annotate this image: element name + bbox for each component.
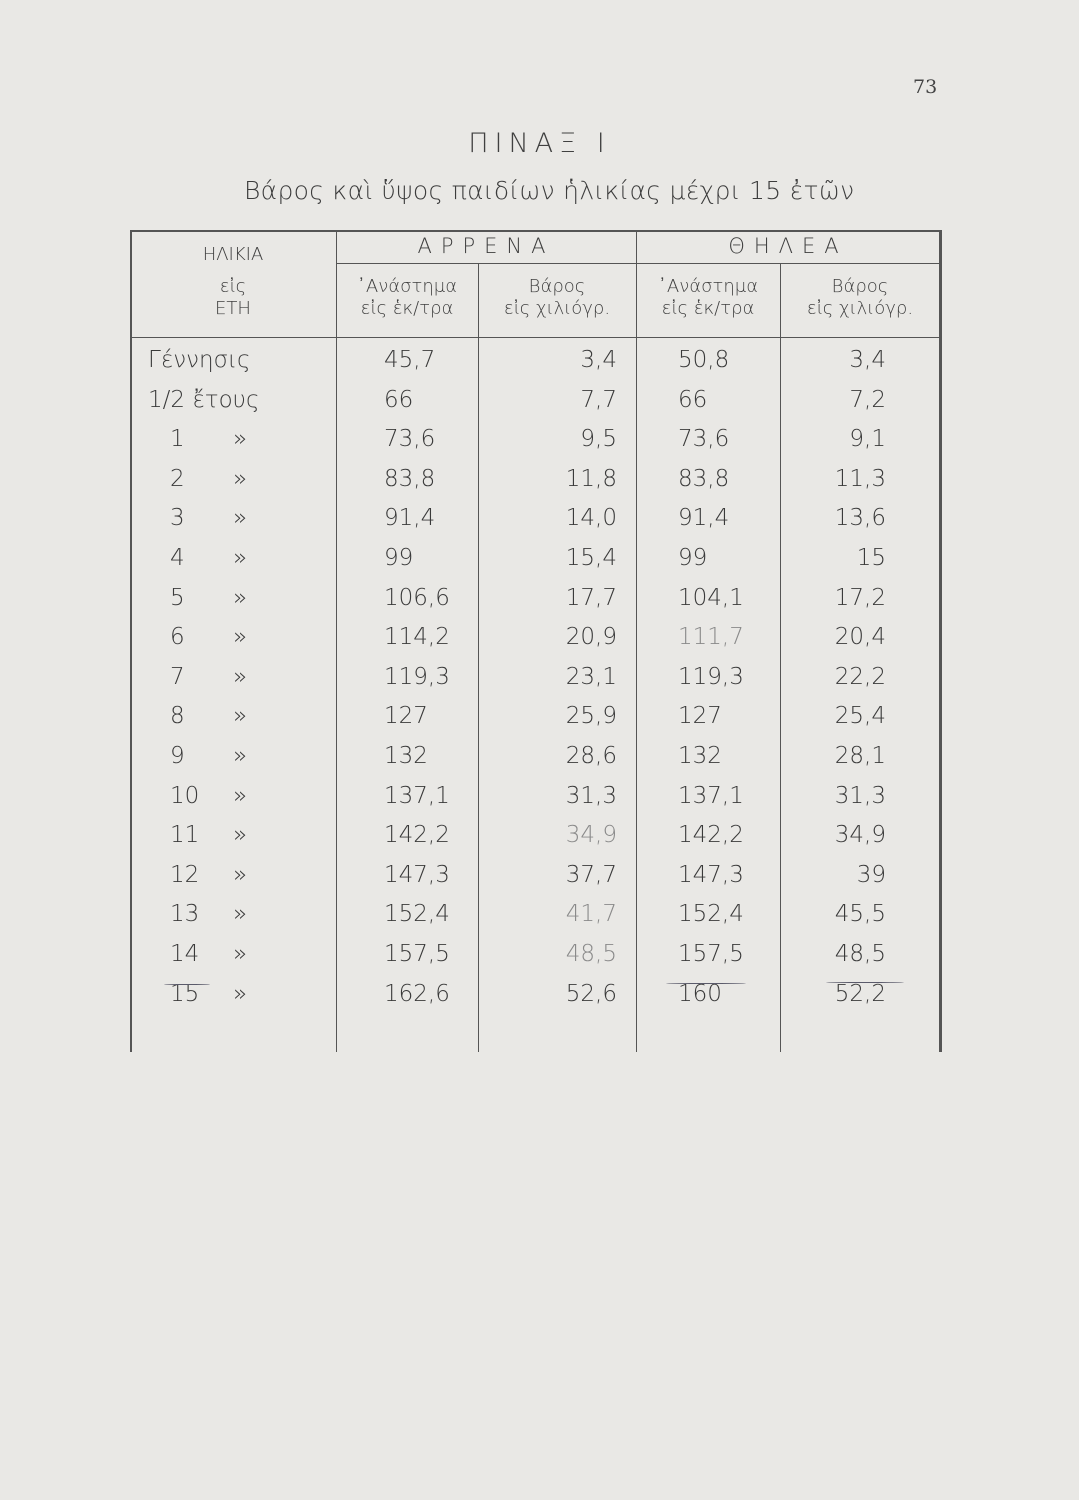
female-height-cell: 127 — [678, 703, 722, 730]
male-weight-cell: 25,9 — [565, 703, 617, 730]
ditto-mark: » — [233, 426, 248, 453]
males-weight-header-line1: Βάρος — [528, 276, 586, 297]
male-height-cell: 127 — [384, 703, 428, 730]
female-height-cell: 147,3 — [678, 861, 744, 888]
female-height-cell: 142,2 — [678, 822, 744, 849]
female-height-cell: 73,6 — [678, 426, 730, 453]
ditto-mark: » — [233, 980, 248, 1007]
age-cell: 5 — [170, 584, 185, 611]
handwritten-underline-f-weight-14 — [826, 982, 904, 983]
male-height-cell: 83,8 — [384, 465, 436, 492]
male-weight-cell: 48,5 — [565, 941, 617, 967]
female-weight-cell: 7,2 — [849, 386, 886, 413]
age-cell: 1 — [170, 426, 185, 453]
page-number: 73 — [913, 76, 938, 98]
male-weight-cell: 7,7 — [580, 386, 617, 413]
female-height-cell: 50,8 — [678, 347, 730, 373]
male-weight-cell: 14,0 — [565, 505, 617, 532]
female-height-cell: 119,3 — [678, 663, 744, 690]
ditto-mark: » — [233, 663, 248, 690]
male-height-cell: 66 — [384, 386, 414, 413]
females-weight-header-line2: εἰς χιλιόγρ. — [806, 298, 914, 319]
male-height-cell: 157,5 — [384, 941, 450, 967]
age-cell: 14 — [170, 941, 200, 967]
ditto-mark: » — [233, 901, 248, 928]
ditto-mark: » — [233, 822, 248, 849]
group-header-rule — [336, 263, 940, 264]
handwritten-underline-age-14 — [164, 984, 210, 985]
age-header-line2: εἰς — [219, 276, 247, 297]
age-cell: 15 — [170, 980, 200, 1007]
females-height-header-line2: εἰς ἑκ/τρα — [661, 298, 755, 319]
age-header — [130, 244, 336, 320]
male-weight-cell: 52,6 — [565, 980, 617, 1007]
males-weight-header — [478, 276, 636, 320]
females-height-header — [636, 276, 780, 320]
female-height-cell: 157,5 — [678, 941, 744, 967]
male-height-cell: 45,7 — [384, 347, 436, 373]
female-weight-cell: 31,3 — [834, 782, 886, 809]
table-right-rule — [939, 230, 942, 1052]
male-height-cell: 162,6 — [384, 980, 450, 1007]
female-height-cell: 152,4 — [678, 901, 744, 928]
males-weight-header-line2: εἰς χιλιόγρ. — [503, 298, 611, 319]
males-height-header-line2: εἰς ἑκ/τρα — [360, 298, 454, 319]
females-height-header-line1: ᾿Ανάστημα — [657, 276, 759, 297]
column-rule-1 — [336, 230, 337, 1052]
females-header: ΘΗΛΕΑ — [728, 234, 848, 258]
female-weight-cell: 22,2 — [834, 663, 886, 690]
ditto-mark: » — [233, 505, 248, 532]
male-weight-cell: 31,3 — [565, 782, 617, 809]
female-weight-cell: 20,4 — [834, 624, 886, 651]
female-height-cell: 91,4 — [678, 505, 730, 532]
male-height-cell: 91,4 — [384, 505, 436, 532]
ditto-mark: » — [233, 545, 248, 571]
ditto-mark: » — [233, 782, 248, 809]
female-height-cell: 160 — [678, 980, 722, 1007]
male-weight-cell: 15,4 — [565, 545, 617, 571]
female-height-cell: 66 — [678, 386, 708, 413]
male-weight-cell: 11,8 — [565, 465, 617, 492]
table-top-rule — [130, 230, 942, 232]
female-weight-cell: 34,9 — [834, 822, 886, 849]
age-cell: 1/2 ἔτους — [148, 386, 260, 413]
column-rule-2 — [478, 263, 479, 1052]
males-height-header — [336, 276, 478, 320]
age-cell: 12 — [170, 861, 200, 888]
age-cell: 9 — [170, 743, 185, 769]
male-weight-cell: 17,7 — [565, 584, 617, 611]
female-weight-cell: 48,5 — [834, 941, 886, 967]
age-cell: 10 — [170, 782, 200, 809]
female-height-cell: 111,7 — [678, 624, 744, 651]
handwritten-underline-f-height-14 — [666, 983, 746, 984]
female-height-cell: 99 — [678, 545, 708, 571]
ditto-mark: » — [233, 703, 248, 730]
males-header: ΑΡΡΕΝΑ — [417, 234, 555, 258]
age-cell: 13 — [170, 901, 200, 928]
ditto-mark: » — [233, 465, 248, 492]
female-weight-cell: 39 — [856, 861, 886, 888]
female-weight-cell: 25,4 — [834, 703, 886, 730]
female-height-cell: 137,1 — [678, 782, 744, 809]
ditto-mark: » — [233, 861, 248, 888]
male-weight-cell: 3,4 — [580, 347, 617, 373]
male-height-cell: 106,6 — [384, 584, 450, 611]
male-height-cell: 152,4 — [384, 901, 450, 928]
female-weight-cell: 28,1 — [834, 743, 886, 769]
ditto-mark: » — [233, 584, 248, 611]
female-weight-cell: 3,4 — [849, 347, 886, 373]
age-cell: Γέννησις — [148, 347, 251, 373]
age-cell: 7 — [170, 663, 185, 690]
age-cell: 8 — [170, 703, 185, 730]
male-height-cell: 142,2 — [384, 822, 450, 849]
table-left-rule — [130, 230, 132, 1052]
female-weight-cell: 13,6 — [834, 505, 886, 532]
age-header-line1: ΗΛΙΚΙΑ — [202, 244, 264, 265]
age-cell: 11 — [170, 822, 200, 849]
table-title: ΠΙΝΑΞ Ι — [468, 128, 611, 159]
ditto-mark: » — [233, 624, 248, 651]
female-weight-cell: 9,1 — [849, 426, 886, 453]
age-cell: 6 — [170, 624, 185, 651]
females-weight-header-line1: Βάρος — [831, 276, 889, 297]
female-height-cell: 83,8 — [678, 465, 730, 492]
male-weight-cell: 9,5 — [580, 426, 617, 453]
female-weight-cell: 45,5 — [834, 901, 886, 928]
age-cell: 4 — [170, 545, 185, 571]
male-weight-cell: 41,7 — [565, 901, 617, 928]
male-weight-cell: 23,1 — [565, 663, 617, 690]
females-weight-header — [780, 276, 940, 320]
male-weight-cell: 37,7 — [565, 861, 617, 888]
female-weight-cell: 11,3 — [834, 465, 886, 492]
male-height-cell: 132 — [384, 743, 428, 769]
age-cell: 2 — [170, 465, 185, 492]
ditto-mark: » — [233, 743, 248, 769]
male-weight-cell: 20,9 — [565, 624, 617, 651]
female-height-cell: 104,1 — [678, 584, 744, 611]
male-height-cell: 119,3 — [384, 663, 450, 690]
table-subtitle: Βάρος καὶ ὕψος παιδίων ἡλικίας μέχρι 15 ἐτῶν — [244, 176, 855, 205]
male-height-cell: 99 — [384, 545, 414, 571]
male-weight-cell: 28,6 — [565, 743, 617, 769]
age-header-line3: ΕΤΗ — [215, 298, 251, 319]
female-weight-cell: 17,2 — [834, 584, 886, 611]
males-height-header-line1: ᾿Ανάστημα — [356, 276, 458, 297]
ditto-mark: » — [233, 941, 248, 967]
male-height-cell: 147,3 — [384, 861, 450, 888]
female-weight-cell: 15 — [856, 545, 886, 571]
male-height-cell: 114,2 — [384, 624, 450, 651]
male-height-cell: 73,6 — [384, 426, 436, 453]
column-rule-4 — [780, 263, 781, 1052]
data-table — [130, 230, 942, 1052]
column-rule-3 — [636, 230, 637, 1052]
header-bottom-rule — [130, 337, 940, 338]
female-height-cell: 132 — [678, 743, 722, 769]
male-weight-cell: 34,9 — [565, 822, 617, 849]
female-weight-cell: 52,2 — [834, 980, 886, 1007]
age-cell: 3 — [170, 505, 185, 532]
male-height-cell: 137,1 — [384, 782, 450, 809]
